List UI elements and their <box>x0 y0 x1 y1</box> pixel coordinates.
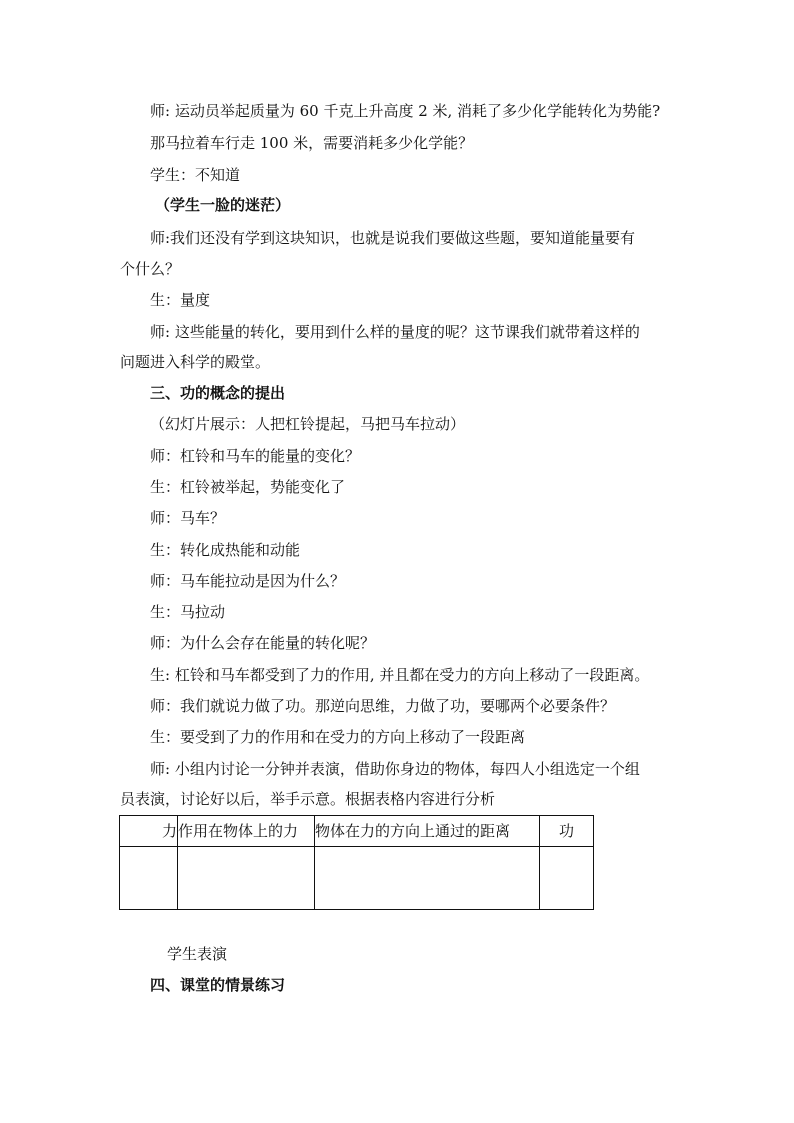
paragraph-line: 师: 小组内讨论一分钟并表演，借助你身边的物体，每四人小组选定一个组 <box>150 760 640 778</box>
table-cell <box>120 847 178 910</box>
stage-direction: （幻灯片展示：人把杠铃提起，马把马车拉动） <box>150 415 466 433</box>
paragraph-line: 师：马车能拉动是因为什么？ <box>150 572 346 590</box>
table-cell <box>540 847 594 910</box>
paragraph-line: 生：马拉动 <box>150 603 226 621</box>
paragraph-line: 生：量度 <box>150 291 211 309</box>
table-row <box>120 847 594 910</box>
paragraph-line: 生：要受到了力的作用和在受力的方向上移动了一段距离 <box>150 728 526 746</box>
section-heading: 三、功的概念的提出 <box>150 384 286 402</box>
paragraph-line: 师：杠铃和马车的能量的变化？ <box>150 447 361 465</box>
paragraph-line: 生：转化成热能和动能 <box>150 541 301 559</box>
table-header-cell: 功 <box>540 816 594 847</box>
paragraph-line: 个什么？ <box>120 260 181 278</box>
table-header-cell: 物体在力的方向上通过的距离 <box>315 816 540 847</box>
paragraph-line: 问题进入科学的殿堂。 <box>120 353 271 371</box>
table-header-cell: 作用在物体上的力 <box>178 816 315 847</box>
paragraph-line: 那马拉着车行走 100 米，需要消耗多少化学能？ <box>150 134 474 152</box>
paragraph-line: 师：马车？ <box>150 509 226 527</box>
paragraph-line: 师: 运动员举起质量为 60 千克上升高度 2 米, 消耗了多少化学能转化为势能? <box>150 102 661 120</box>
table-header-row <box>120 816 594 847</box>
paragraph-line: 生：杠铃被举起，势能变化了 <box>150 478 346 496</box>
paragraph-line: 师:我们还没有学到这块知识，也就是说我们要做这些题，要知道能量要有 <box>150 229 636 247</box>
paragraph-line: 师：为什么会存在能量的转化呢？ <box>150 634 376 652</box>
paragraph-line: 学生：不知道 <box>150 166 241 184</box>
table-cell <box>315 847 540 910</box>
section-heading: 四、课堂的情景练习 <box>150 976 286 994</box>
stage-direction: （学生一脸的迷茫） <box>155 196 291 214</box>
analysis-table <box>119 815 594 910</box>
table-cell <box>178 847 315 910</box>
paragraph-line: 学生表演 <box>167 945 228 963</box>
paragraph-line: 师: 这些能量的转化，要用到什么样的量度的呢？这节课我们就带着这样的 <box>150 323 640 341</box>
paragraph-line: 生: 杠铃和马车都受到了力的作用, 并且都在受力的方向上移动了一段距离。 <box>150 666 650 684</box>
paragraph-line: 员表演，讨论好以后，举手示意。根据表格内容进行分析 <box>120 790 496 808</box>
paragraph-line: 师：我们就说力做了功。那逆向思维，力做了功，要哪两个必要条件？ <box>150 697 616 715</box>
table-header-cell: 力 <box>120 816 178 847</box>
